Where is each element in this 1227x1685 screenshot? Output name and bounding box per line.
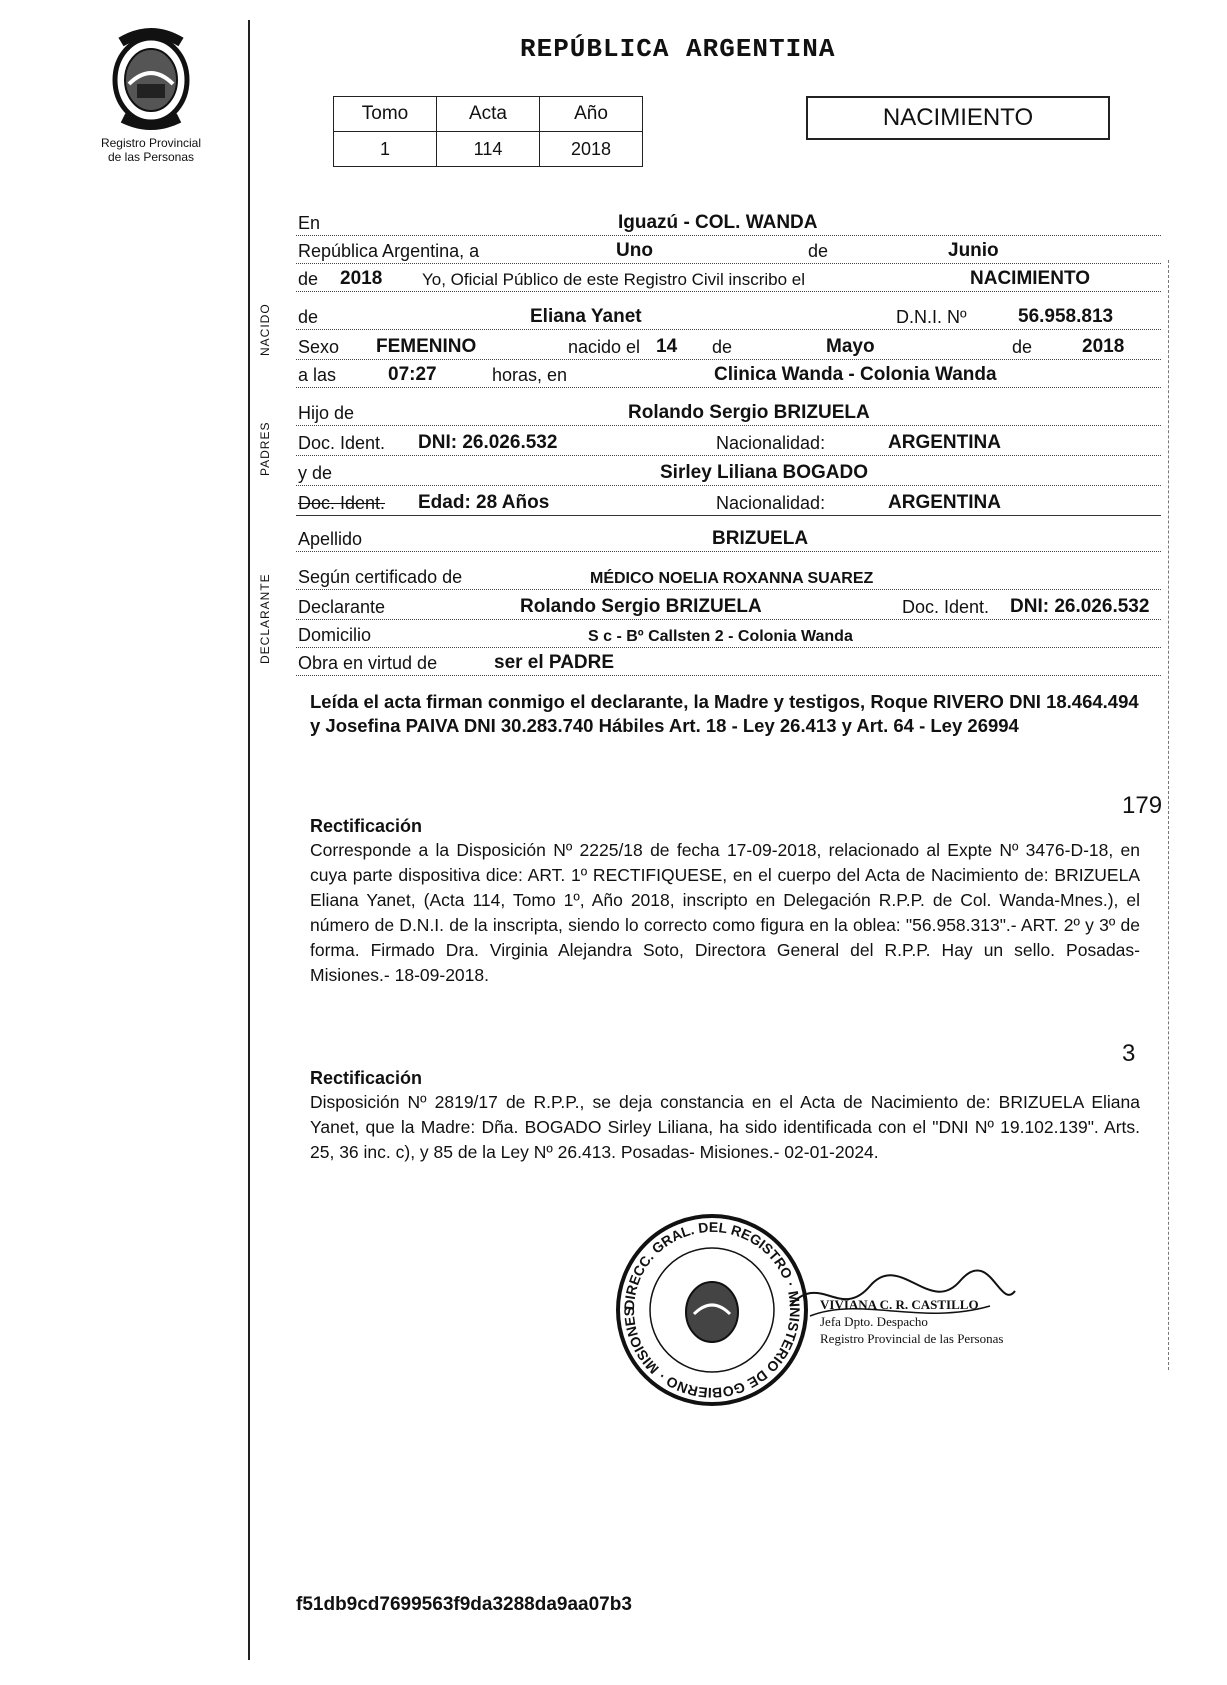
value-nacionalidad-padre: ARGENTINA (888, 432, 1001, 453)
rectification-1-heading: Rectificación (310, 816, 423, 836)
handwritten-signature-icon (780, 1266, 1020, 1326)
side-label-padres: PADRES (258, 421, 272, 476)
row-certificado (296, 562, 1161, 592)
closing-statement: Leída el acta firman conmigo el declarante, la Madre y testigos, Roque RIVERO DNI 18.464.494 y Josefina PAIVA DNI 30.283.740 Hábiles Art. 18 - Ley 26.413 y Art. 64 - Ley 26994 (310, 691, 1139, 736)
value-obra: ser el PADRE (494, 652, 615, 673)
value-hora: 07:27 (388, 364, 437, 385)
rectification-1-number: 179 (1122, 792, 1163, 819)
label-doc-ident-1: Doc. Ident. (298, 433, 386, 453)
value-en: Iguazú - COL. WANDA (618, 212, 818, 233)
value-nombre: Eliana Yanet (530, 306, 642, 327)
value-padre: Rolando Sergio BRIZUELA (628, 402, 870, 423)
table-value-acta: 114 (437, 132, 540, 167)
side-label-declarante: DECLARANTE (258, 573, 272, 664)
row-apellido (296, 524, 1161, 554)
label-domicilio: Domicilio (298, 625, 372, 645)
rectification-2-number: 3 (1122, 1040, 1136, 1067)
value-nac-dia: 14 (656, 336, 678, 357)
label-declarante: Declarante (298, 597, 386, 617)
side-label-nacido: NACIDO (258, 303, 272, 356)
label-doc-ident-2: Doc. Ident. (298, 493, 386, 513)
row-anio-inscribo (296, 264, 1161, 294)
value-doc-madre: Edad: 28 Años (418, 492, 550, 513)
row-padre (296, 398, 1161, 428)
row-nombre (296, 302, 1161, 332)
value-sexo: FEMENINO (376, 336, 477, 357)
signature-title: Jefa Dpto. Despacho (820, 1314, 928, 1329)
org-caption-2: de las Personas (107, 150, 195, 164)
provincial-seal-icon (101, 22, 201, 132)
row-obra (296, 648, 1161, 678)
label-nacido-el: nacido el (568, 337, 641, 357)
label-de-1: de (808, 241, 829, 261)
signature-org: Registro Provincial de las Personas (820, 1331, 1004, 1346)
label-sexo: Sexo (298, 337, 340, 357)
value-anio: 2018 (340, 268, 383, 289)
label-doc-ident-3: Doc. Ident. (902, 597, 990, 617)
rectification-1-body: Corresponde a la Disposición Nº 2225/18 de fecha 17-09-2018, relacionado al Expte Nº 3476-D-18, en cuya parte dispositiva dice: ART. 1º RECTIFIQUESE, en el cuerpo del Acta de Nacimiento de: BRIZUELA Eliana Yanet, (Acta 114, Tomo 1º, Año 2018, inscripto en Delegación R.P.P. de Col. Wanda-Mnes.), el número de D.N.I. de la inscripta, siendo lo correcto como figura en la oblea: "56.958.313".- ART. 2º y 3º de forma. Firmado Dra. Virginia Alejandra Soto, Directora General del R.P.P. Hay un sello. Posadas- Misiones.- 18-09-2018. (310, 840, 1140, 985)
signature-block (820, 1296, 1080, 1347)
rectification-2-heading: Rectificación (310, 1068, 423, 1088)
label-de-5: de (1012, 337, 1033, 357)
row-sexo (296, 332, 1161, 362)
document-hash: f51db9cd7699563f9da3288da9aa07b3 (296, 1594, 632, 1615)
label-apellido: Apellido (298, 529, 363, 549)
label-a-las: a las (298, 365, 337, 385)
row-madre (296, 458, 1161, 488)
row-doc-padre (296, 428, 1161, 458)
table-value-anio: 2018 (540, 132, 643, 167)
value-dia: Uno (616, 240, 653, 261)
label-de-2: de (298, 269, 319, 289)
value-domicilio: S c - Bº Callsten 2 - Colonia Wanda (588, 628, 853, 645)
right-margin-rule (1168, 260, 1169, 1370)
label-yo-oficial: Yo, Oficial Público de este Registro Civil inscribo el (422, 270, 805, 289)
label-hijo-de: Hijo de (298, 403, 355, 423)
registry-table (333, 96, 643, 167)
label-en: En (298, 213, 321, 233)
act-type-box: NACIMIENTO (806, 96, 1110, 140)
rectification-2-body: Disposición Nº 2819/17 de R.P.P., se deja constancia en el Acta de Nacimiento de: BRIZUELA Eliana Yanet, que la Madre: Dña. BOGADO Sirley Liliana, ha sido identificada con el "DNI Nº 19.102.139". Arts. 25, 36 inc. c), y 85 de la Ley Nº 26.413. Posadas- Misiones.- 02-01-2024. (310, 1092, 1140, 1162)
value-certificado: MÉDICO NOELIA ROXANNA SUAREZ (590, 570, 874, 587)
table-header-acta: Acta (437, 97, 540, 132)
value-nac-anio: 2018 (1082, 336, 1125, 357)
row-doc-madre (296, 488, 1161, 518)
label-republica: República Argentina, a (298, 241, 480, 261)
label-nacionalidad-1: Nacionalidad: (716, 433, 826, 453)
label-certificado: Según certificado de (298, 567, 463, 587)
stamp-ring-text: DIRECC. GRAL. DEL REGISTRO · MINISTERIO DE GOBIERNO · MISIONES (620, 1218, 804, 1402)
row-declarante (296, 592, 1161, 622)
value-dni: 56.958.813 (1018, 306, 1114, 327)
value-doc-declarante: DNI: 26.026.532 (1010, 596, 1150, 617)
provincial-seal-block (86, 22, 216, 164)
org-caption-1: Registro Provincial (100, 136, 202, 150)
table-header-anio: Año (540, 97, 643, 132)
label-y-de: y de (298, 463, 333, 483)
value-nacionalidad-madre: ARGENTINA (888, 492, 1001, 513)
value-madre: Sirley Liliana BOGADO (660, 462, 868, 483)
value-nac-mes: Mayo (826, 336, 875, 357)
margin-rule (248, 20, 250, 1660)
label-de-4: de (712, 337, 733, 357)
value-doc-padre: DNI: 26.026.532 (418, 432, 558, 453)
document-title: REPÚBLICA ARGENTINA (520, 34, 836, 64)
row-en (296, 208, 1161, 238)
table-value-tomo: 1 (334, 132, 437, 167)
value-mes: Junio (948, 240, 999, 261)
label-de-3: de (298, 307, 319, 327)
value-apellido: BRIZUELA (712, 528, 809, 549)
label-obra: Obra en virtud de (298, 653, 438, 673)
table-header-tomo: Tomo (334, 97, 437, 132)
signature-name: VIVIANA C. R. CASTILLO (820, 1297, 979, 1312)
row-domicilio (296, 620, 1161, 650)
label-horas-en: horas, en (492, 365, 568, 385)
row-republica (296, 236, 1161, 266)
label-dni: D.N.I. Nº (896, 307, 967, 327)
value-lugar: Clinica Wanda - Colonia Wanda (714, 364, 997, 385)
row-hora-lugar (296, 360, 1161, 390)
label-nacionalidad-2: Nacionalidad: (716, 493, 826, 513)
value-declarante: Rolando Sergio BRIZUELA (520, 596, 762, 617)
value-inscribo: NACIMIENTO (970, 268, 1090, 289)
